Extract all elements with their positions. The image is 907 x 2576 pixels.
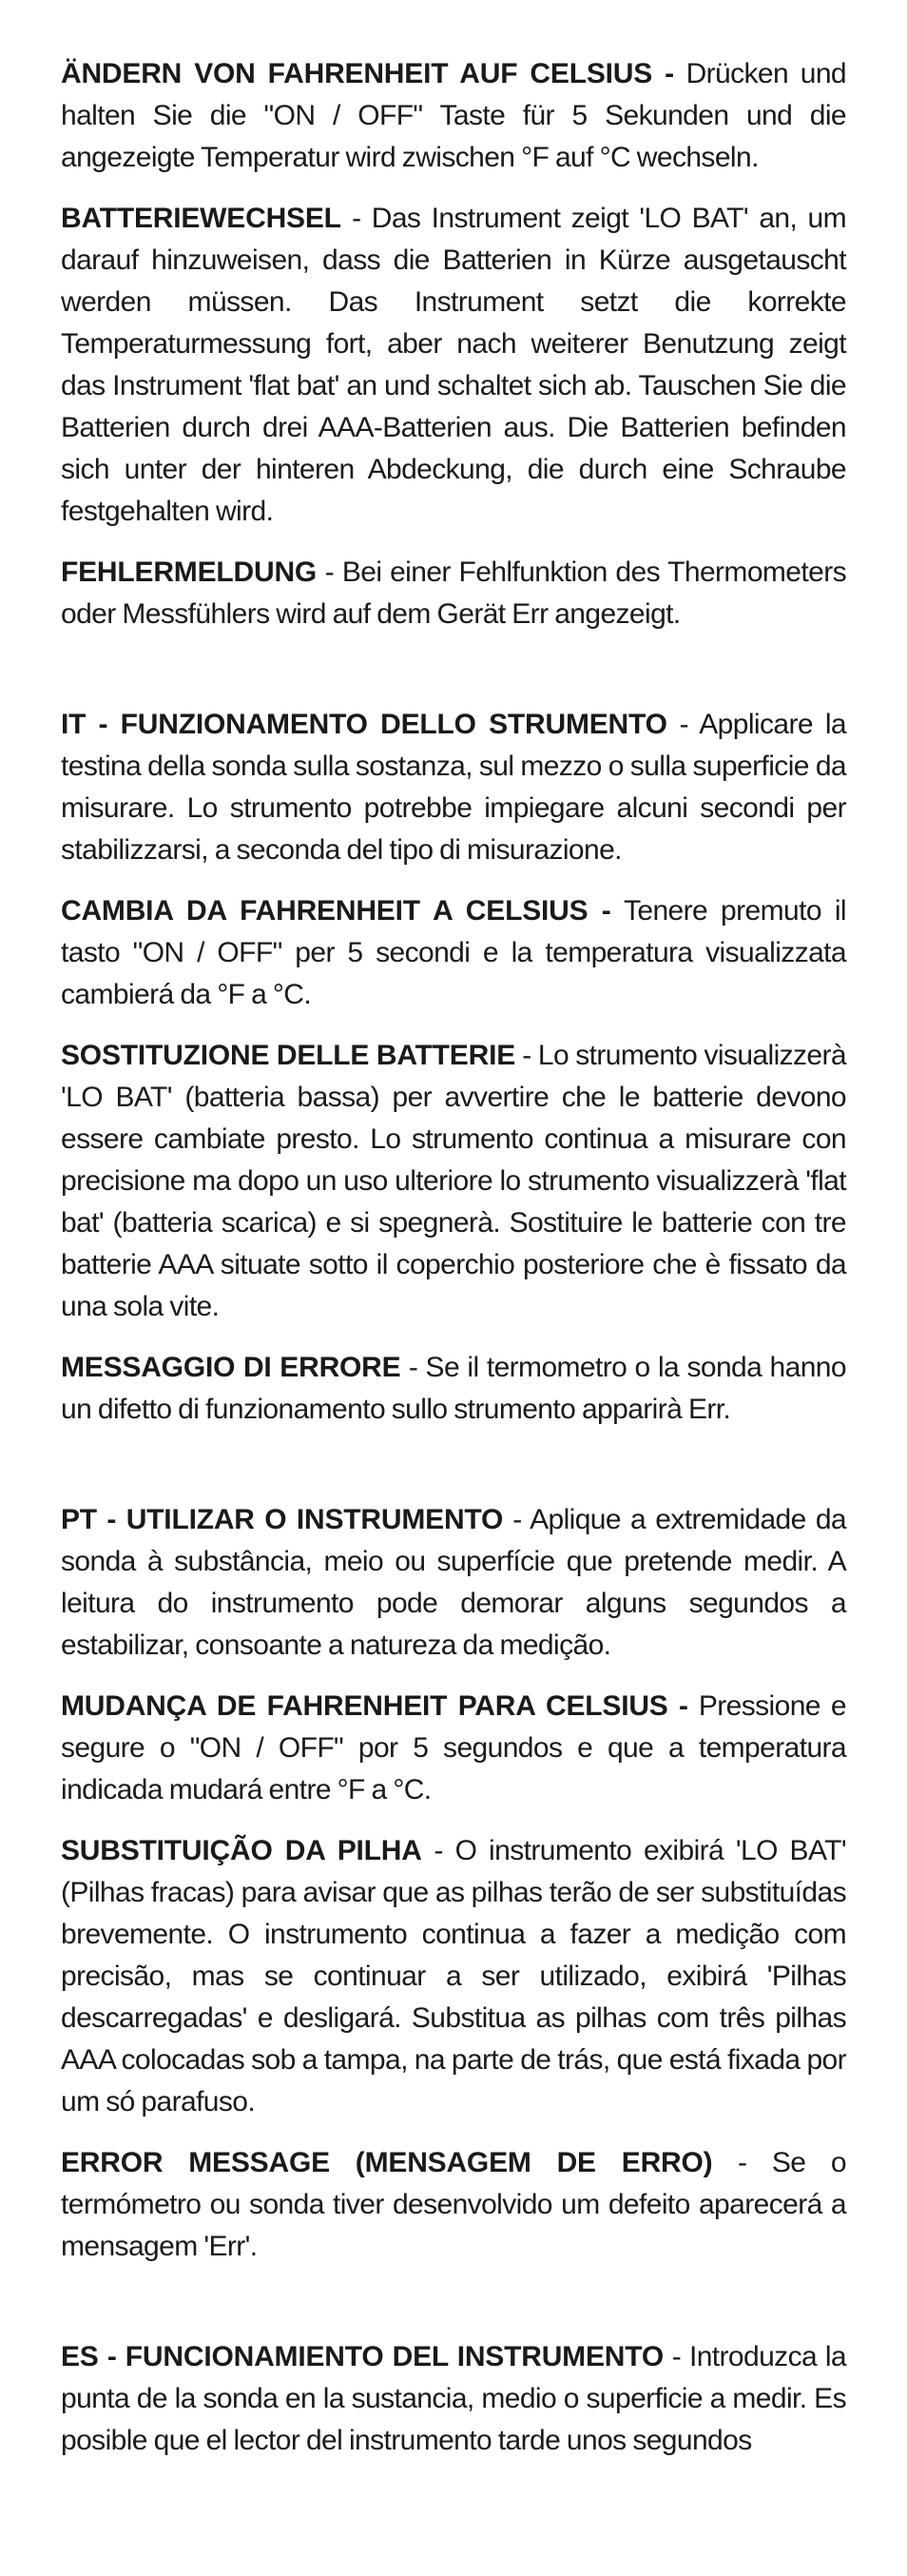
paragraph-pt-error-message — [61, 2142, 846, 2268]
paragraph-it-battery-change — [61, 1035, 846, 1328]
paragraph-de-battery-change — [61, 198, 846, 533]
paragraph-de-error-message — [61, 552, 846, 635]
paragraph-body: Tenere premuto il tasto "ON / OFF" per 5 secondi e la temperatura visualizzata cambierá da °F a °C. — [61, 895, 846, 1010]
paragraph-heading: ÄNDERN VON FAHRENHEIT AUF CELSIUS - — [61, 58, 674, 89]
paragraph-body: - Se il termometro o la sonda hanno un difetto di funzionamento sullo strumento apparirà Err. — [61, 1352, 846, 1425]
paragraph-body: Drücken und halten Sie die "ON / OFF" Taste für 5 Sekunden und die angezeigte Temperatur wird zwischen °F auf °C wechseln. — [61, 58, 846, 173]
paragraph-heading: BATTERIEWECHSEL — [61, 203, 341, 234]
paragraph-heading: IT - FUNZIONAMENTO DELLO STRUMENTO — [61, 709, 667, 740]
paragraph-heading: SOSTITUZIONE DELLE BATTERIE — [61, 1040, 516, 1071]
paragraph-body: Pressione e segure o "ON / OFF" por 5 segundos e que a temperatura indicada mudará entre °F a °C. — [61, 1690, 846, 1805]
paragraph-it-error-message — [61, 1347, 846, 1431]
paragraph-heading: MESSAGGIO DI ERRORE — [61, 1352, 401, 1383]
paragraph-body: - Aplique a extremidade da sonda à substância, meio ou superfície que pretende medir. A leitura do instrumento pode demorar alguns segundos a estabilizar, consoante a natureza da medição. — [61, 1504, 846, 1661]
paragraph-heading: ES - FUNCIONAMIENTO DEL INSTRUMENTO — [61, 2341, 664, 2372]
paragraph-es-operation — [61, 2336, 846, 2462]
paragraph-it-operation — [61, 704, 846, 871]
paragraph-it-fahrenheit-celsius — [61, 890, 846, 1016]
paragraph-heading: CAMBIA DA FAHRENHEIT A CELSIUS - — [61, 895, 611, 927]
paragraph-body: - Das Instrument zeigt 'LO BAT' an, um darauf hinzuweisen, dass die Batterien in Kürze ausgetauscht werden müssen. Das Instrument setzt die korrekte Temperaturmessung fort, aber nach weiterer Benutzung zeigt das Instrument 'flat bat' an und schaltet sich ab. Tauschen Sie die Batterien durch drei AAA-Batterien aus. Die Batterien befinden sich unter der hinteren Abdeckung, die durch eine Schraube festgehalten wird. — [61, 203, 846, 527]
paragraph-heading: MUDANÇA DE FAHRENHEIT PARA CELSIUS - — [61, 1690, 688, 1722]
paragraph-pt-operation — [61, 1499, 846, 1667]
manual-page — [61, 53, 846, 2481]
paragraph-de-fahrenheit-celsius — [61, 53, 846, 179]
paragraph-heading: PT - UTILIZAR O INSTRUMENTO — [61, 1504, 504, 1535]
paragraph-pt-battery-change — [61, 1830, 846, 2123]
paragraph-heading: FEHLERMELDUNG — [61, 556, 318, 588]
paragraph-body: - Applicare la testina della sonda sulla sostanza, sul mezzo o sulla superficie da misurare. Lo strumento potrebbe impiegare alcuni secondi per stabilizzarsi, a seconda del tipo di misurazione. — [61, 709, 846, 866]
paragraph-body: - O instrumento exibirá 'LO BAT' (Pilhas fracas) para avisar que as pilhas terão de ser substituídas brevemente. O instrumento continua a fazer a medição com precisão, mas se continuar a ser utilizado, exibirá 'Pilhas descarregadas' e desligará. Substitua as pilhas com três pilhas AAA colocadas sob a tampa, na parte de trás, que está fixada por um só parafuso. — [61, 1835, 846, 2117]
paragraph-body: - Introduzca la punta de la sonda en la sustancia, medio o superficie a medir. Es posible que el lector del instrumento tarde unos segundos — [61, 2341, 847, 2456]
paragraph-body: - Se o termómetro ou sonda tiver desenvolvido um defeito aparecerá a mensagem 'Err'. — [61, 2147, 846, 2262]
paragraph-heading: SUBSTITUIÇÃO DA PILHA — [61, 1835, 422, 1866]
paragraph-heading: ERROR MESSAGE (MENSAGEM DE ERRO) — [61, 2147, 713, 2178]
paragraph-body: - Bei einer Fehlfunktion des Thermometers oder Messfühlers wird auf dem Gerät Err angezeigt. — [61, 556, 846, 630]
paragraph-body: - Lo strumento visualizzerà 'LO BAT' (batteria bassa) per avvertire che le batterie devono essere cambiate presto. Lo strumento continua a misurare con precisione ma dopo un uso ulteriore lo strumento visualizzerà 'flat bat' (batteria scarica) e si spegnerà. Sostituire le batterie con tre batterie AAA situate sotto il coperchio posteriore che è fissato da una sola vite. — [61, 1040, 846, 1322]
paragraph-pt-fahrenheit-celsius — [61, 1686, 846, 1811]
